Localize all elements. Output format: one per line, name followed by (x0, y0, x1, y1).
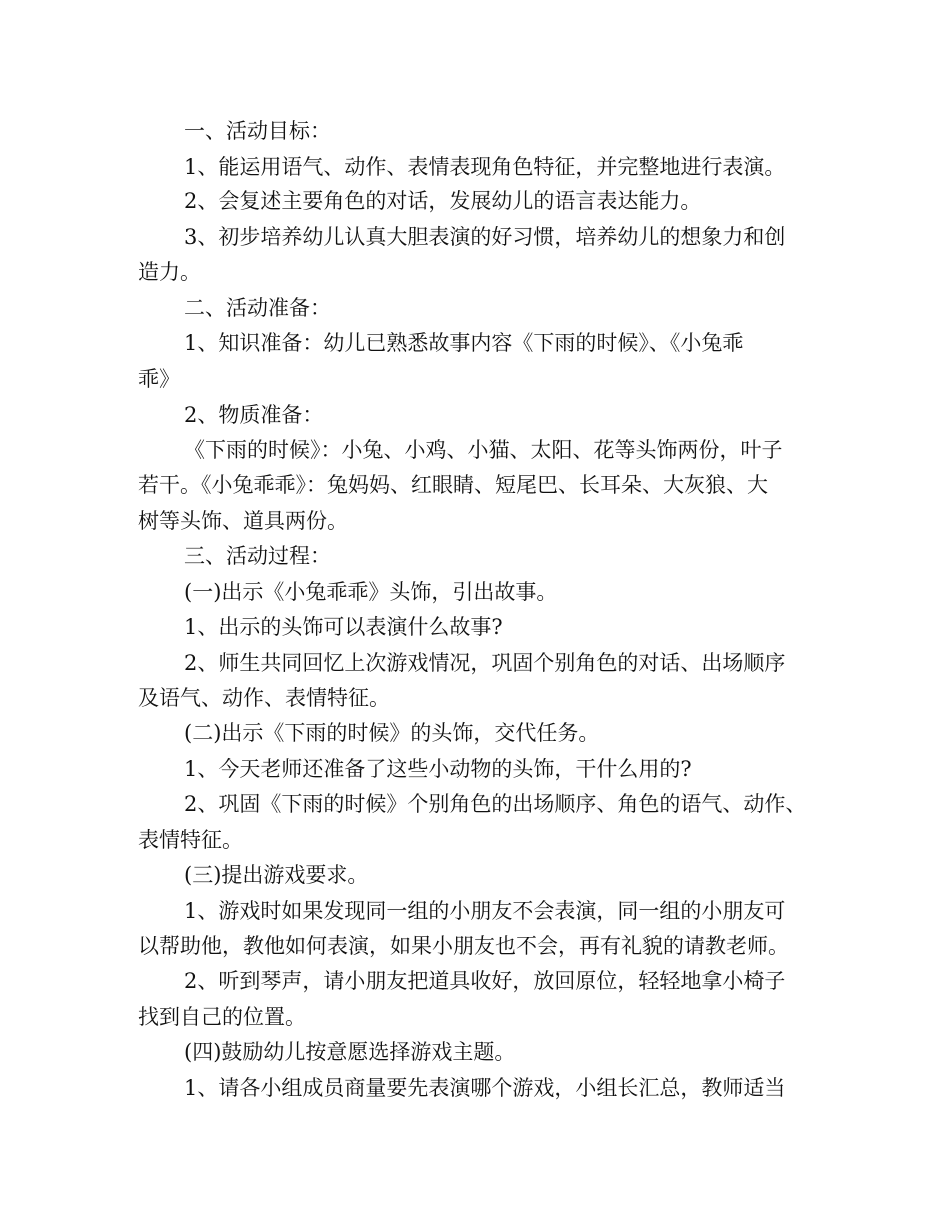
materials-line-2: 若干。《小兔乖乖》：兔妈妈、红眼睛、短尾巴、长耳朵、大灰狼、大 (138, 473, 768, 497)
process-step-1-item-2: 2、师生共同回忆上次游戏情况，巩固个别角色的对话、出场顺序 (184, 651, 786, 675)
process-step-4-item-1: 1、请各小组成员商量要先表演哪个游戏，小组长汇总，教师适当 (184, 1076, 786, 1100)
heading-activity-process: 三、活动过程： (184, 544, 331, 568)
heading-activity-preparation: 二、活动准备： (184, 296, 331, 320)
prep-item-materials: 2、物质准备： (184, 403, 324, 427)
goal-item-3-continued: 造力。 (138, 260, 201, 284)
materials-line-3: 树等头饰、道具两份。 (138, 509, 348, 533)
process-step-1-item-1: 1、出示的头饰可以表演什么故事? (184, 615, 503, 639)
process-step-1-heading: (一)出示《小兔乖乖》头饰，引出故事。 (184, 580, 558, 604)
goal-item-3: 3、初步培养幼儿认真大胆表演的好习惯，培养幼儿的想象力和创 (184, 225, 786, 249)
process-step-2-heading: (二)出示《下雨的时候》的头饰，交代任务。 (184, 721, 600, 745)
prep-item-knowledge-continued: 乖》 (138, 367, 180, 391)
prep-item-knowledge: 1、知识准备：幼儿已熟悉故事内容《下雨的时候》、《小兔乖 (184, 331, 744, 355)
process-step-3-item-1-cont: 以帮助他，教他如何表演，如果小朋友也不会，再有礼貌的请教老师。 (138, 934, 789, 958)
process-step-2-item-2: 2、巩固《下雨的时候》个别角色的出场顺序、角色的语气、动作、 (184, 792, 807, 816)
process-step-3-item-2: 2、听到琴声，请小朋友把道具收好，放回原位，轻轻地拿小椅子 (184, 969, 786, 993)
goal-item-1: 1、能运用语气、动作、表情表现角色特征，并完整地进行表演。 (184, 155, 786, 179)
process-step-1-item-2-cont: 及语气、动作、表情特征。 (138, 686, 390, 710)
process-step-2-item-2-cont: 表情特征。 (138, 828, 243, 852)
materials-line-1: 《下雨的时候》：小兔、小鸡、小猫、太阳、花等头饰两份，叶子 (184, 438, 783, 462)
process-step-3-heading: (三)提出游戏要求。 (184, 863, 369, 887)
process-step-3-item-1: 1、游戏时如果发现同一组的小朋友不会表演，同一组的小朋友可 (184, 899, 786, 923)
process-step-4-heading: (四)鼓励幼儿按意愿选择游戏主题。 (184, 1040, 516, 1064)
process-step-3-item-2-cont: 找到自己的位置。 (138, 1005, 306, 1029)
heading-activity-goals: 一、活动目标： (184, 119, 331, 143)
process-step-2-item-1: 1、今天老师还准备了这些小动物的头饰，干什么用的? (184, 757, 692, 781)
goal-item-2: 2、会复述主要角色的对话，发展幼儿的语言表达能力。 (184, 189, 702, 213)
